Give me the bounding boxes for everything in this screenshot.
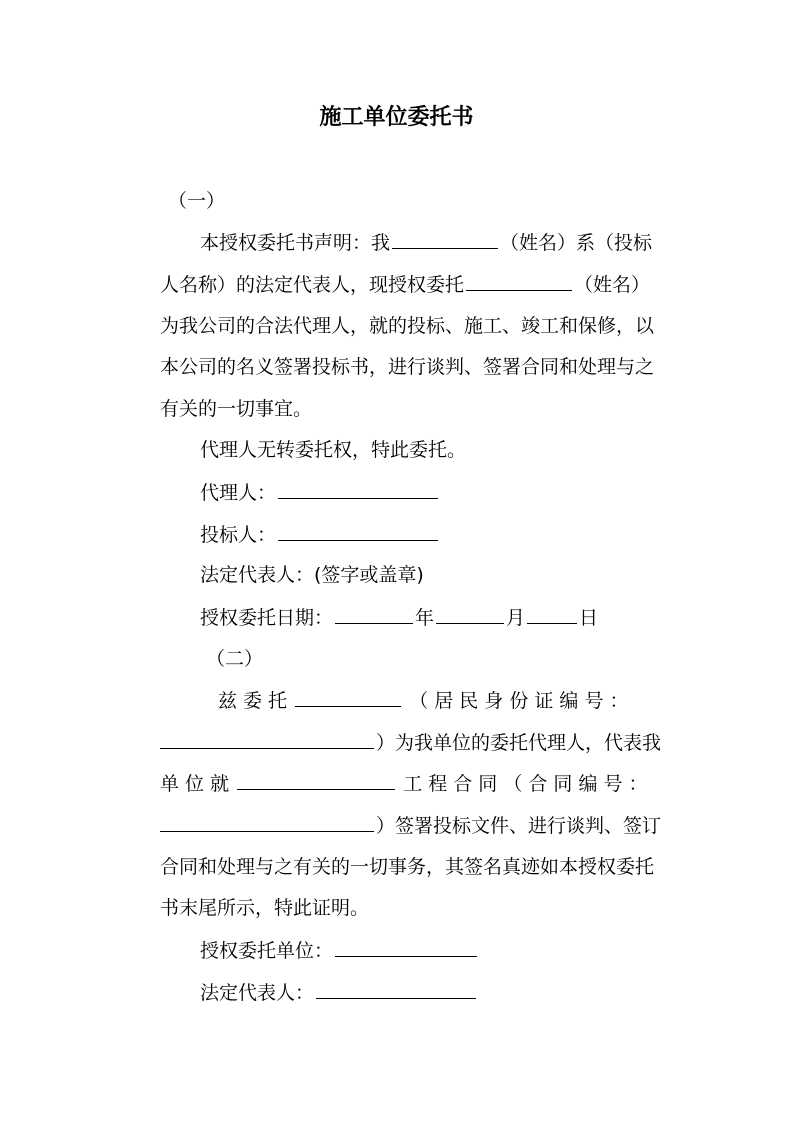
para-2-line-1-text-b: （ 居 民 身 份 证 编 号 ： — [409, 690, 629, 712]
document-title: 施工单位委托书 — [319, 105, 474, 130]
bidder-blank[interactable] — [278, 520, 438, 541]
legal-rep-row — [200, 978, 716, 1007]
para-2-line-6: 书末尾所示，特此证明。 — [160, 897, 370, 919]
para-2-line-2-text: ）为我单位的委托代理人，代表我 — [376, 732, 662, 754]
section-1-heading: （一） — [168, 190, 226, 212]
para-2-line-4-text: ）签署投标文件、进行谈判、签订 — [376, 815, 662, 837]
name-blank-2[interactable] — [466, 270, 572, 291]
para-1-line-1-text-b: （姓名）系（投标 — [500, 232, 653, 254]
para-2-line-5: 合同和处理与之有关的一切事务，其签名真迹如本授权委托 — [160, 856, 655, 878]
para-1-line-4: 本公司的名义签署投标书，进行谈判、签署合同和处理与之 — [160, 356, 655, 378]
para-2-line-1 — [218, 686, 676, 715]
authorizing-unit-row — [200, 936, 716, 965]
para-2-line-2 — [160, 728, 676, 757]
bidder-label: 投标人： — [200, 524, 277, 546]
authorizing-unit-blank[interactable] — [335, 936, 477, 957]
date-row — [200, 603, 716, 632]
para-1-line-3: 为我公司的合法代理人，就的投标、施工、竣工和保修，以 — [160, 315, 655, 337]
date-label: 授权委托日期： — [200, 607, 334, 629]
para-1-line-2-text-b: （姓名） — [574, 274, 651, 296]
para-1-line-1 — [200, 228, 676, 257]
contract-number-blank[interactable] — [160, 811, 374, 832]
para-1-line-2 — [160, 270, 676, 299]
month-blank[interactable] — [436, 603, 504, 624]
agent-blank[interactable] — [278, 478, 438, 499]
name-blank-1[interactable] — [392, 228, 498, 249]
entrustee-name-blank[interactable] — [295, 686, 401, 707]
year-label: 年 — [415, 607, 435, 629]
section-2-heading: （二） — [206, 648, 264, 670]
agent-label: 代理人： — [200, 482, 277, 504]
para-2-line-3 — [160, 769, 676, 798]
bidder-row — [200, 520, 716, 549]
legal-rep-blank[interactable] — [316, 978, 476, 999]
authorizing-unit-label: 授权委托单位： — [200, 940, 334, 962]
para-1-line-1-text-a: 本授权委托书声明：我 — [200, 232, 391, 254]
para-1-line-2-text-a: 人名称）的法定代表人，现授权委托 — [160, 274, 465, 296]
legal-rep-label: 法定代表人： — [200, 982, 315, 1004]
agent-row — [200, 478, 716, 507]
project-blank[interactable] — [237, 769, 395, 790]
day-label: 日 — [579, 607, 599, 629]
para-2-line-4 — [160, 811, 676, 840]
para-1-line-5: 有关的一切事宜。 — [160, 398, 313, 420]
year-blank[interactable] — [335, 603, 413, 624]
day-blank[interactable] — [527, 603, 577, 624]
id-number-blank[interactable] — [160, 728, 374, 749]
para-2-line-3-text-a: 单 位 就 — [160, 773, 230, 795]
no-transfer-statement: 代理人无转委托权，特此委托。 — [200, 439, 467, 461]
para-2-line-3-text-b: 工 程 合 同 （ 合 同 编 号 ： — [403, 773, 648, 795]
month-label: 月 — [506, 607, 526, 629]
legal-rep-sign-row: 法定代表人：(签字或盖章) — [200, 564, 424, 586]
para-2-line-1-text-a: 兹 委 托 — [218, 690, 288, 712]
